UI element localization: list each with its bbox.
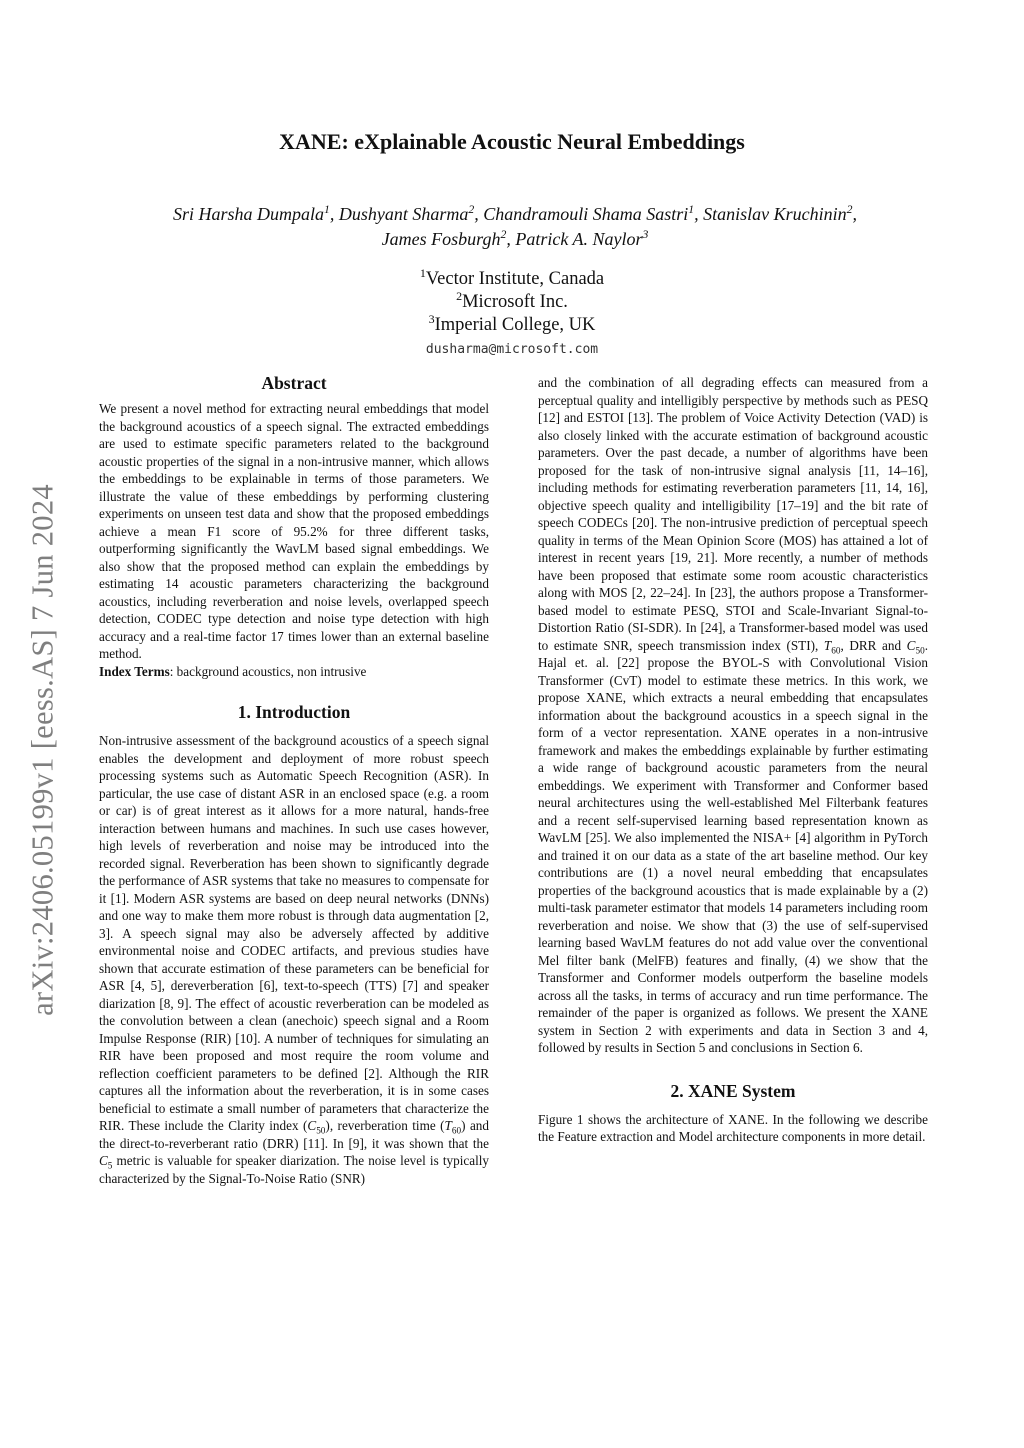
math-symbol: C [906, 637, 916, 653]
affiliation-mark: 2 [456, 288, 463, 303]
affiliation-name: Vector Institute, Canada [425, 269, 605, 289]
section-heading-introduction: 1. Introduction [237, 702, 351, 722]
left-column [99, 370, 489, 1187]
author-affiliation-mark: 2 [846, 203, 853, 216]
affiliation-name: Imperial College, UK [434, 315, 596, 335]
intro-text: ) and the direct-to-reverberant ratio (DRR) [11]. In [9], it was shown that the [99, 1118, 489, 1151]
intro-text: ), reverberation time ( [325, 1118, 445, 1133]
author-affiliation-mark: 1 [324, 203, 330, 216]
math-subscript: 50 [316, 1125, 326, 1136]
author-affiliation-mark: 3 [642, 228, 649, 241]
math-subscript: 50 [915, 645, 925, 656]
index-terms-value: : background acoustics, non intrusive [169, 663, 367, 679]
author-name: James Fosburgh [381, 229, 501, 249]
author-name: Dushyant Sharma [338, 204, 469, 224]
math-symbol: T [444, 1118, 452, 1133]
index-terms [99, 663, 489, 681]
author-name: Stanislav Kruchinin [703, 204, 847, 224]
author-affiliation-mark: 2 [500, 228, 507, 241]
arxiv-stamp [18, 460, 68, 1040]
index-terms-label: Index Terms [99, 663, 170, 679]
affiliation-line [0, 311, 1024, 337]
intro-text: , DRR and [840, 637, 907, 653]
author-affiliation-mark: 2 [468, 203, 475, 216]
affiliation-mark: 3 [428, 311, 435, 326]
intro-text: Non-intrusive assessment of the background acoustics of a speech signal enables the development and deployment of more robust speech processing systems such as Automatic Speech Recognition (ASR). In particular, the use case of distant ASR in an enclosed space (e.g. a room or car) is of great interest as it allows for a more natural, hands-free interaction between humans and machines. In such use cases however, high levels of reverberation and noise may be introduced into the recorded signal. Reverberation has been shown to significantly degrade the performance of ASR systems that take no measures to compensate for it [1]. Modern ASR systems are based on deep neural networks (DNNs) and one way to make them more robust is through data augmentation [2, 3]. A speech signal may also be adversely affected by additive environmental noise and CODEC artifacts, and previous studies have shown that accurate estimation of these parameters can be beneficial for ASR [4, 5], dereverberation [6], text-to-speech (TTS) [7] and speaker diarization [8, 9]. The effect of acoustic reverberation can be modeled as the convolution between a clean (anechoic) speech signal and a Room Impulse Response (RIR) [10]. A number of techniques for simulating an RIR have been proposed and most require the room volume and reflection coefficient parameters to be defined [2]. Although the RIR captures all the information about the reverberation, it is in some cases beneficial to estimate a small number of parameters that characterize the RIR. These include the Clarity index ( [99, 733, 489, 1133]
abstract-body: We present a novel method for extracting neural embeddings that model the background acoustics of a speech signal. The extracted embeddings are used to estimate specific parameters related to the background acoustic properties of the signal in a non-intrusive manner, which allows the embeddings to be explainable in terms of those parameters. We illustrate the value of these embeddings by performing clustering experiments on unseen test data and show that the proposed embeddings achieve a mean F1 score of 95.2% for three different tasks, outperforming significantly the WavLM based signal embeddings. We also show that the proposed method can explain the embeddings by estimating 14 acoustic parameters characterizing the background acoustics, including reverberation and noise levels, overlapped speech detection, CODEC type detection and noise type detection with high accuracy and a real-time factor 17 times lower than an external baseline method. [99, 401, 489, 661]
affiliation-line [0, 265, 1024, 291]
math-subscript: 60 [451, 1125, 462, 1136]
author-name: Chandramouli Shama Sastri [483, 204, 689, 224]
affiliation-name: Microsoft Inc. [462, 292, 568, 312]
author-name: Sri Harsha Dumpala [173, 204, 325, 224]
xane-system-paragraph: Figure 1 shows the architecture of XANE. In the following we describe the Feature extraction and Model architecture components in more detail. [538, 1111, 928, 1144]
paper-title: XANE: eXplainable Acoustic Neural Embeddings [279, 129, 745, 154]
affiliation-list [0, 265, 1024, 337]
math-symbol: T [823, 637, 832, 653]
math-subscript: 5 [107, 1160, 113, 1171]
math-subscript: 60 [831, 645, 841, 656]
math-symbol: C [307, 1118, 317, 1133]
right-column [538, 374, 928, 1146]
author-list: Sri Harsha Dumpala$^1$, Dushyant Sharma$^2$, Chandramouli Shama Sastri$^1$, Stanislav Kruchinin$^2$, James Fosburgh$^2$, Patrick A. Naylor$^3$ [173, 203, 857, 249]
intro-text: and the combination of all degrading effects can measured from a perceptual quality and intelligibly perspective by methods such as PESQ [12] and ESTOI [13]. The problem of Voice Activity Detection (VAD) is also closely linked with the accurate estimation of background acoustic parameters. Over the past decade, a number of algorithms have been proposed for the task of non-intrusive signal analysis [11, 14–16], including methods for estimating reverberation parameters [11, 14, 16], objective speech quality and intelligibility [17–19] and the bit rate of speech CODECs [20]. The non-intrusive prediction of perceptual speech quality in terms of the Mean Opinion Score (MOS) has attained a lot of interest in recent years [19, 21]. More recently, a number of methods have been proposed that estimate some room acoustic characteristics along with MOS [2, 22–24]. In [23], the authors propose a Transformer-based model to estimate PESQ, STOI and Scale-Invariant Signal-to-Distortion Ratio (SI-SDR). In [24], a Transformer-based model was used to estimate SNR, speech transmission index (STI), [538, 375, 928, 653]
affiliation-line [0, 288, 1024, 314]
math-symbol: C [99, 1153, 108, 1168]
intro-text: metric is valuable for speaker diarization. The noise level is typically characterized by the Signal-To-Noise Ratio (SNR) [99, 1153, 489, 1186]
intro-continued-paragraph [538, 374, 928, 1057]
abstract-heading: Abstract [261, 373, 327, 393]
affiliation-mark: 1 [419, 265, 426, 280]
arxiv-stamp-text: arXiv:2406.05199v1 [eess.AS] 7 Jun 2024 [25, 484, 60, 1016]
author-affiliation-mark: 1 [688, 203, 695, 216]
section-heading-xane-system: 2. XANE System [670, 1080, 796, 1101]
contact-email: dusharma@microsoft.com [425, 342, 599, 357]
intro-paragraph [99, 732, 489, 1187]
author-name: Patrick A. Naylor [515, 229, 643, 249]
intro-text: . Hajal et. al. [22] propose the BYOL-S with Convolutional Vision Transformer (CvT) model to estimate these metrics. In this work, we propose XANE, which extracts a neural embedding that encapsulates information about the background acoustics in a speech signal in the form of a vector representation. XANE operates in a non-intrusive framework and makes the embeddings explainable by further estimating a wide range of background acoustic parameters from the neural embeddings. We experiment with Transformer and Conformer based neural architectures using the well-established Mel Filterbank features and a recent self-supervised learning based representation known as WavLM [25]. We also implemented the NISA+ [4] algorithm in PyTorch and trained it on our data as a state of the art baseline method. Our key contributions are (1) a novel neural embedding that encapsulates properties of the background acoustics that is made explainable by a (2) multi-task parameter estimator that models 14 parameters including room reverberation and noise. We show that (3) the use of self-supervised learning based WavLM features do not add value over the conventional Mel filter bank (MelFB) features and finally, (4) we show that the Transformer and Conformer models outperform the baseline models across all the tasks, in terms of accuracy and run time performance. The remainder of the paper is organized as follows. We present the XANE system in Section 2 with experiments and data in Section 3 and 4, followed by results in Section 5 and conclusions in Section 6. [538, 637, 928, 1055]
